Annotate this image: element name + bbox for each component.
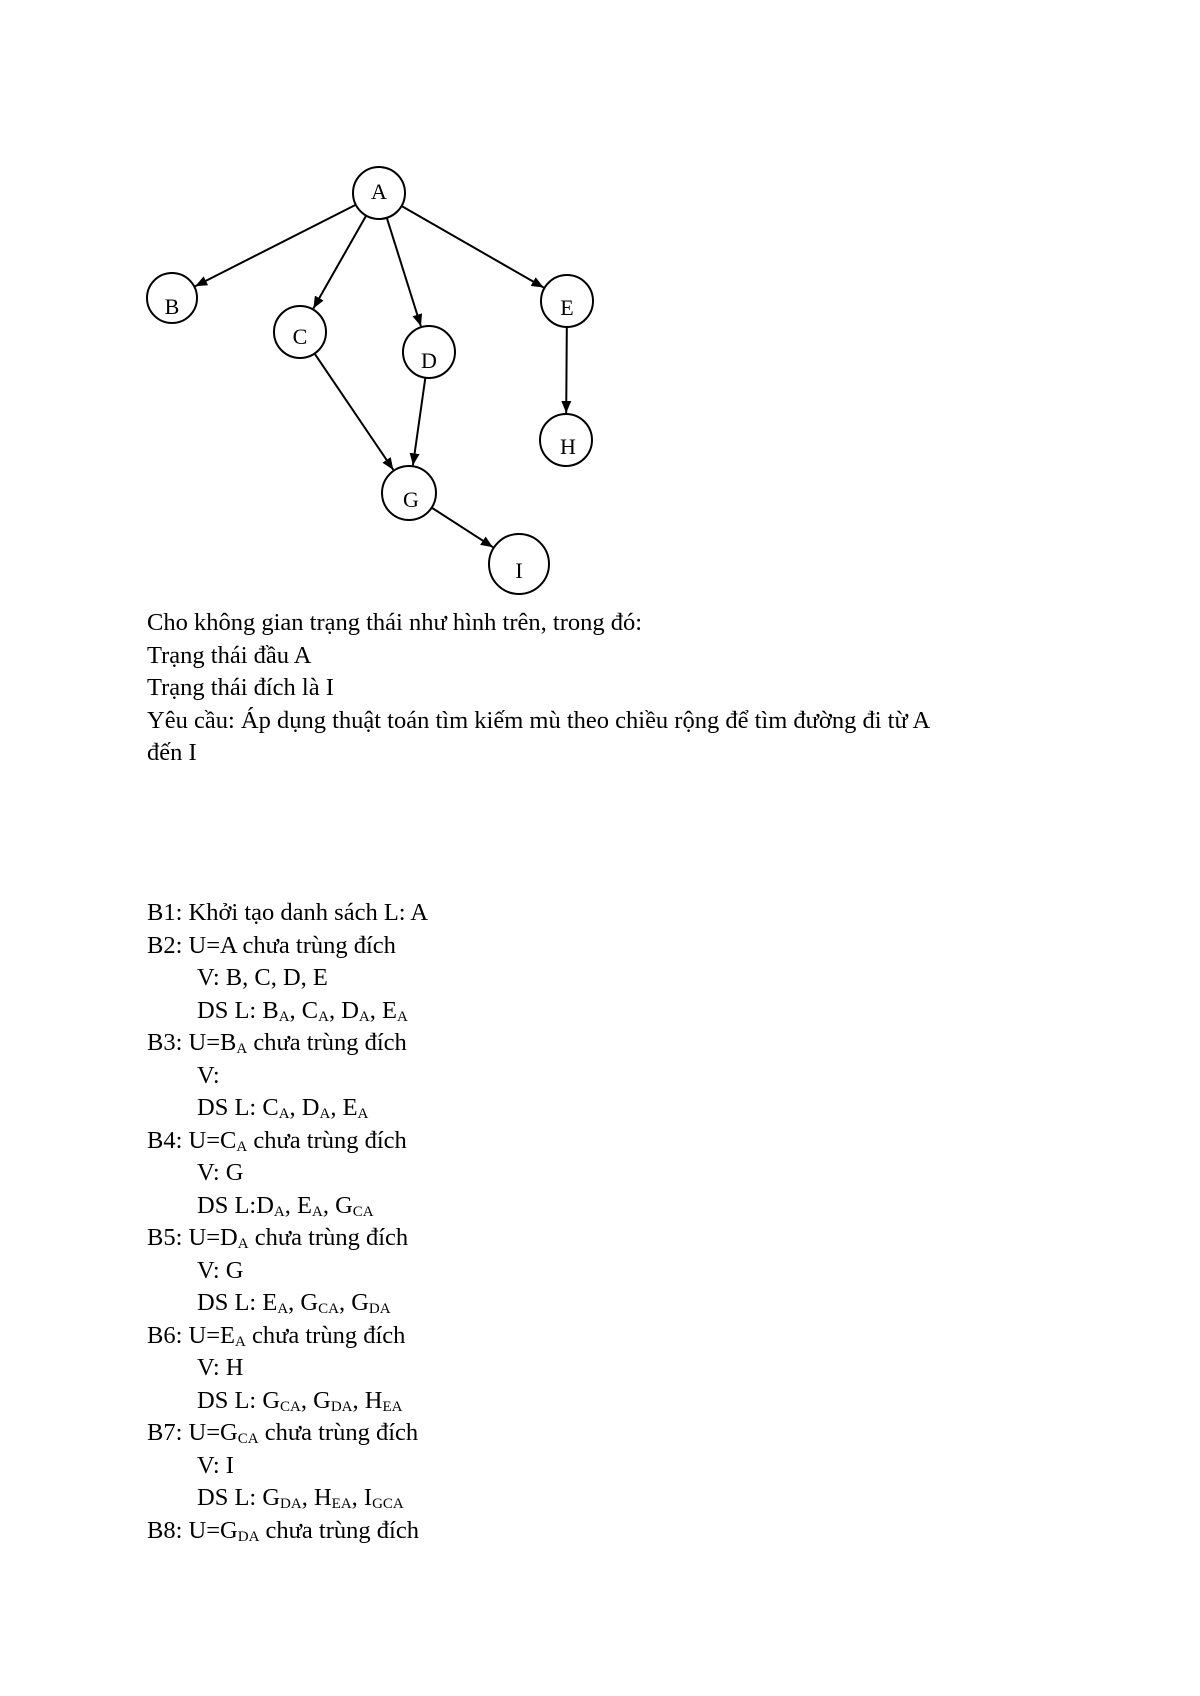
step-line bbox=[147, 1320, 428, 1353]
step-text: B7: U=G bbox=[147, 1419, 238, 1446]
step-line bbox=[147, 930, 428, 963]
subscript: EA bbox=[331, 1496, 352, 1512]
step-text: B4: U=C bbox=[147, 1126, 237, 1154]
step-line bbox=[147, 1515, 428, 1548]
node-label: D bbox=[421, 348, 437, 373]
step-detail-line bbox=[147, 1092, 428, 1125]
step-text: , E bbox=[330, 1094, 358, 1121]
subscript: DA bbox=[368, 1301, 391, 1317]
step-text: DS L: E bbox=[197, 1289, 278, 1316]
step-text: , G bbox=[300, 1386, 331, 1414]
edge-a-d bbox=[387, 218, 421, 326]
step-text: chưa trùng đích bbox=[245, 1321, 406, 1349]
edge-a-b bbox=[195, 205, 356, 286]
step-detail-line bbox=[147, 1450, 428, 1483]
subscript: A bbox=[319, 1106, 331, 1122]
subscript: EA bbox=[382, 1398, 403, 1415]
edge-c-g bbox=[315, 354, 394, 470]
step-text: chưa trùng đích bbox=[258, 1419, 419, 1446]
node-label: I bbox=[515, 558, 523, 583]
step-text: V: H bbox=[197, 1354, 244, 1381]
step-detail-line bbox=[147, 1255, 428, 1288]
step-text: , H bbox=[352, 1386, 383, 1414]
edge-d-g bbox=[413, 378, 425, 466]
subscript: CA bbox=[318, 1301, 339, 1317]
step-detail-line bbox=[147, 1060, 428, 1093]
edge-a-c bbox=[313, 216, 366, 309]
edge-e-h bbox=[566, 327, 567, 413]
subscript: A bbox=[277, 1301, 289, 1317]
step-detail-line bbox=[147, 1352, 428, 1385]
step-detail-line bbox=[147, 1385, 428, 1418]
node-b bbox=[147, 273, 197, 323]
subscript: DA bbox=[330, 1398, 353, 1415]
step-line bbox=[147, 1027, 428, 1060]
step-text: DS L: G bbox=[197, 1484, 281, 1511]
node-label: H bbox=[560, 434, 576, 459]
step-detail-line bbox=[147, 995, 428, 1028]
subscript: A bbox=[311, 1203, 323, 1220]
step-detail-line bbox=[147, 962, 428, 995]
step-text: B2: U=A chưa trùng đích bbox=[147, 931, 396, 959]
step-text: , D bbox=[328, 996, 359, 1024]
intro-line: Yêu cầu: Áp dụng thuật toán tìm kiếm mù theo chiều rộng để tìm đường đi từ A bbox=[147, 706, 931, 734]
subscript: CA bbox=[237, 1431, 259, 1447]
step-text: V: G bbox=[197, 1159, 244, 1186]
subscript: A bbox=[236, 1138, 248, 1155]
edge-a-e bbox=[402, 206, 544, 288]
step-text: , E bbox=[369, 996, 397, 1024]
intro-line: Cho không gian trạng thái như hình trên, trong đó: bbox=[147, 609, 643, 636]
step-text: DS L: C bbox=[197, 1094, 279, 1121]
step-line bbox=[147, 1417, 428, 1450]
subscript: CA bbox=[352, 1203, 374, 1220]
step-detail-line bbox=[147, 1287, 428, 1320]
step-text: V: B, C, D, E bbox=[197, 964, 328, 991]
step-detail-line bbox=[147, 1482, 428, 1515]
node-a bbox=[353, 167, 405, 219]
graph-edges bbox=[195, 205, 567, 547]
step-text: B1: Khởi tạo danh sách L: A bbox=[147, 899, 429, 926]
intro-line: Trạng thái đầu A bbox=[147, 641, 312, 669]
node-e bbox=[541, 275, 593, 327]
step-line bbox=[147, 1222, 428, 1255]
step-detail-line bbox=[147, 1157, 428, 1190]
step-text: B8: U=G bbox=[147, 1516, 238, 1544]
step-text: , G bbox=[288, 1289, 319, 1316]
step-text: , I bbox=[351, 1484, 373, 1511]
node-label: B bbox=[164, 294, 180, 319]
subscript: A bbox=[358, 1008, 370, 1025]
subscript: A bbox=[278, 1008, 290, 1025]
step-text: , G bbox=[338, 1289, 369, 1316]
step-text: , C bbox=[289, 996, 319, 1024]
node-d bbox=[403, 326, 455, 378]
subscript: A bbox=[357, 1106, 369, 1122]
step-text: V: G bbox=[197, 1256, 244, 1284]
node-h bbox=[540, 414, 592, 466]
step-line bbox=[147, 897, 428, 930]
subscript: A bbox=[273, 1203, 285, 1220]
subscript: DA bbox=[280, 1496, 302, 1512]
step-text: B3: U=B bbox=[147, 1029, 237, 1056]
subscript: A bbox=[396, 1008, 408, 1025]
subscript: CA bbox=[280, 1398, 301, 1415]
node-label: E bbox=[560, 295, 574, 320]
step-text: , H bbox=[301, 1484, 332, 1511]
step-text: V: I bbox=[197, 1451, 234, 1479]
node-i bbox=[489, 534, 549, 594]
step-text: chưa trùng đích bbox=[248, 1224, 409, 1251]
state-space-graph bbox=[0, 0, 1200, 600]
step-text: DS L: B bbox=[197, 996, 279, 1024]
step-text: , D bbox=[289, 1094, 320, 1121]
node-label: C bbox=[292, 324, 308, 349]
node-c bbox=[274, 306, 326, 358]
step-line bbox=[147, 1125, 428, 1158]
step-text: V: bbox=[197, 1061, 220, 1089]
step-text: , G bbox=[322, 1191, 353, 1219]
step-detail-line bbox=[147, 1190, 428, 1223]
edge-g-i bbox=[432, 508, 493, 548]
intro-line: đến I bbox=[147, 739, 197, 766]
step-text: DS L: G bbox=[197, 1386, 281, 1414]
step-text: , E bbox=[284, 1191, 312, 1219]
subscript: A bbox=[278, 1106, 290, 1122]
node-g bbox=[382, 466, 436, 520]
step-text: DS L:D bbox=[197, 1191, 274, 1219]
step-text: B5: U=D bbox=[147, 1224, 238, 1251]
subscript: A bbox=[235, 1333, 246, 1350]
problem-statement bbox=[147, 607, 930, 770]
subscript: DA bbox=[237, 1528, 260, 1545]
node-label: A bbox=[371, 179, 387, 204]
step-text: B6: U=E bbox=[147, 1321, 235, 1349]
step-text: chưa trùng đích bbox=[247, 1029, 407, 1056]
subscript: A bbox=[318, 1008, 329, 1025]
subscript: A bbox=[236, 1041, 248, 1057]
subscript: A bbox=[237, 1236, 249, 1252]
bfs-steps bbox=[147, 897, 428, 1547]
subscript: GCA bbox=[372, 1496, 404, 1512]
intro-line: Trạng thái đích là I bbox=[147, 674, 334, 701]
step-text: chưa trùng đích bbox=[259, 1516, 419, 1544]
node-label: G bbox=[403, 487, 419, 512]
graph-nodes bbox=[147, 167, 593, 594]
step-text: chưa trùng đích bbox=[247, 1126, 407, 1154]
